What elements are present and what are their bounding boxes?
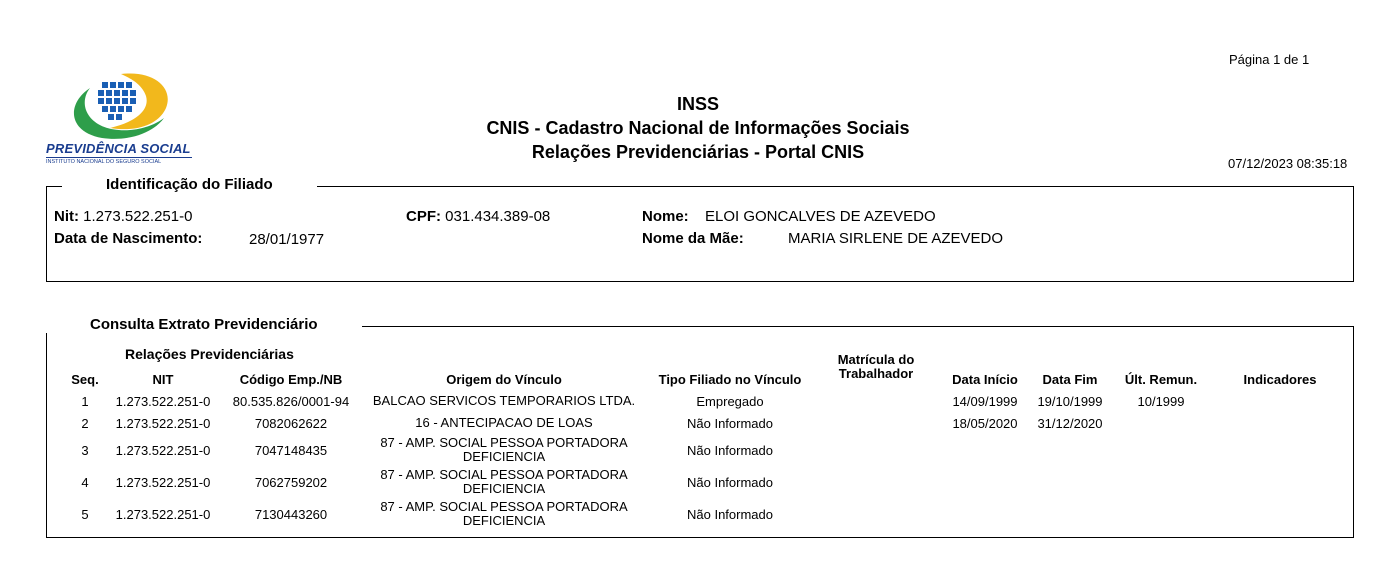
col-remun: Últ. Remun. (1124, 372, 1198, 387)
report-timestamp: 07/12/2023 08:35:18 (1228, 156, 1348, 171)
cell-tipo: Não Informado (687, 443, 773, 458)
cell-codigo: 80.535.826/0001-94 (232, 394, 350, 409)
cell-seq: 3 (81, 443, 89, 458)
cell-tipo: Não Informado (687, 507, 773, 522)
report-header (398, 92, 998, 164)
cell-remun: 10/1999 (1137, 394, 1185, 409)
logo-subtitle: INSTITUTO NACIONAL DO SEGURO SOCIAL (46, 157, 192, 165)
cpf-value: 031.434.389-08 (445, 208, 551, 225)
cell-codigo: 7082062622 (254, 416, 328, 431)
cell-nit: 1.273.522.251-0 (115, 475, 211, 490)
nascimento-label: Data de Nascimento: (54, 230, 203, 247)
cell-inicio: 18/05/2020 (952, 416, 1018, 431)
nascimento-value: 28/01/1977 (249, 231, 325, 248)
cell-tipo: Não Informado (687, 416, 773, 431)
header-inss: INSS (676, 94, 719, 114)
cell-nit: 1.273.522.251-0 (115, 416, 211, 431)
col-tipo: Tipo Filiado no Vínculo (658, 372, 802, 387)
cell-codigo: 7130443260 (254, 507, 328, 522)
cpf-label: CPF: (406, 208, 441, 225)
cell-tipo: Empregado (696, 394, 764, 409)
cell-codigo: 7062759202 (254, 475, 328, 490)
cell-seq: 4 (81, 475, 89, 490)
col-origem: Origem do Vínculo (446, 372, 562, 387)
cpf-field (406, 208, 550, 225)
col-seq: Seq. (71, 372, 99, 387)
cell-seq: 2 (81, 416, 89, 431)
cell-origem: 16 - ANTECIPACAO DE LOAS (415, 415, 593, 430)
nit-value: 1.273.522.251-0 (83, 208, 193, 225)
cell-nit: 1.273.522.251-0 (115, 394, 211, 409)
cell-origem: 87 - AMP. SOCIAL PESSOA PORTADORA DEFICIENCIA (380, 499, 628, 528)
header-relacoes: Relações Previdenciárias - Portal CNIS (531, 142, 865, 162)
nit-label: Nit: (54, 208, 79, 225)
nome-value: ELOI GONCALVES DE AZEVEDO (705, 208, 936, 225)
cell-inicio: 14/09/1999 (952, 394, 1018, 409)
cell-tipo: Não Informado (687, 475, 773, 490)
col-fim: Data Fim (1042, 372, 1098, 387)
cell-codigo: 7047148435 (254, 443, 328, 458)
col-matricula: Matrícula do Trabalhador (837, 352, 915, 381)
cell-seq: 5 (81, 507, 89, 522)
cell-fim: 31/12/2020 (1037, 416, 1103, 431)
nome-label: Nome: (642, 208, 689, 225)
cell-origem: 87 - AMP. SOCIAL PESSOA PORTADORA DEFICIENCIA (380, 435, 628, 464)
nit-field (54, 208, 192, 225)
mae-label: Nome da Mãe: (642, 230, 744, 247)
cell-seq: 1 (81, 394, 89, 409)
cell-origem: 87 - AMP. SOCIAL PESSOA PORTADORA DEFICIENCIA (380, 467, 628, 496)
relacoes-subtitle: Relações Previdenciárias (125, 346, 294, 362)
header-cnis: CNIS - Cadastro Nacional de Informações Sociais (486, 118, 910, 138)
col-inicio: Data Início (952, 372, 1018, 387)
logo-name: PREVIDÊNCIA SOCIAL (46, 141, 191, 156)
mae-value: MARIA SIRLENE DE AZEVEDO (788, 230, 1004, 247)
cell-fim: 19/10/1999 (1037, 394, 1103, 409)
col-indicadores: Indicadores (1243, 372, 1317, 387)
cell-origem: BALCAO SERVICOS TEMPORARIOS LTDA. (372, 393, 636, 408)
page-number: Página 1 de 1 (1229, 52, 1310, 67)
extrato-section-title: Consulta Extrato Previdenciário (46, 316, 362, 333)
cell-nit: 1.273.522.251-0 (115, 443, 211, 458)
col-codigo: Código Emp./NB (239, 372, 343, 387)
filiado-section-title: Identificação do Filiado (62, 176, 317, 193)
cell-nit: 1.273.522.251-0 (115, 507, 211, 522)
col-nit: NIT (152, 372, 174, 387)
